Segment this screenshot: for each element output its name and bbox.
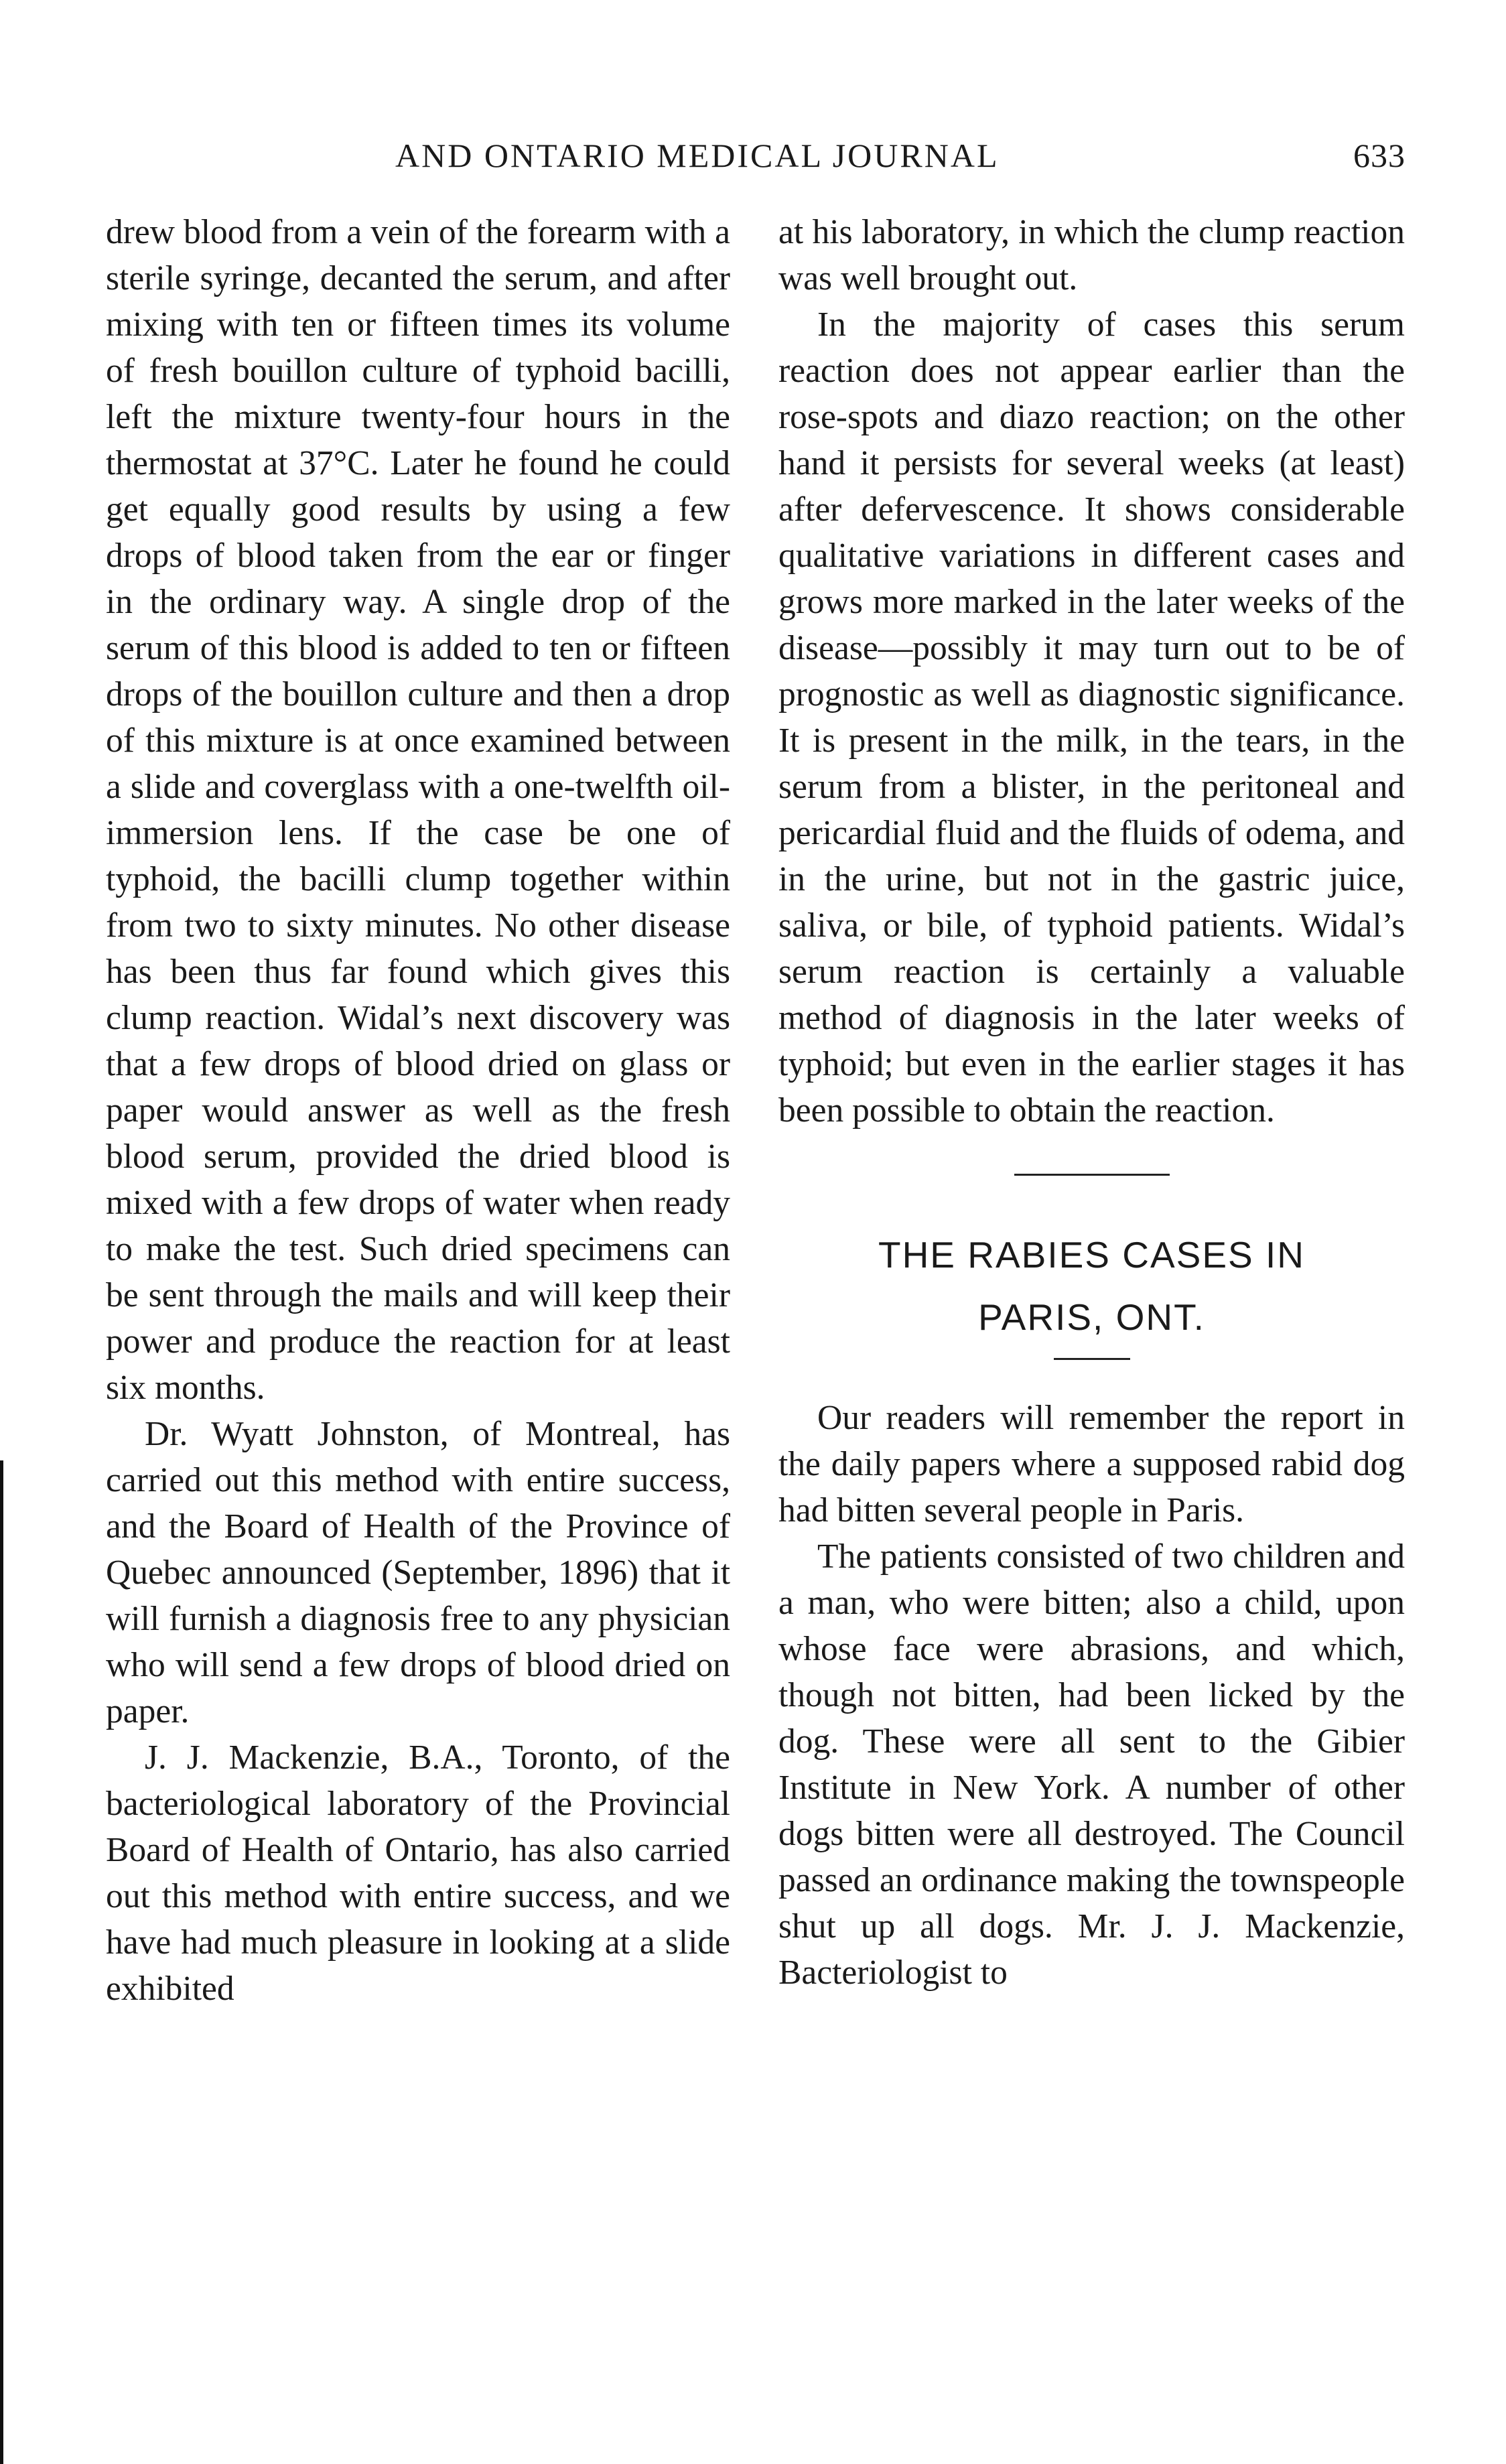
section-divider (1014, 1174, 1170, 1176)
running-head (395, 136, 1406, 183)
running-title: AND ONTARIO MEDICAL JOURNAL (395, 137, 1000, 174)
heading-underline (1054, 1358, 1130, 1360)
paragraph: drew blood from a vein of the forearm with a sterile syringe, decanted the serum, and after mixing with ten or fifteen times its volume of fresh bouillon culture of typhoid bacilli, left the mixture twenty-four hours in the thermostat at 37°C. Later he found he could get equally good results by using a few drops of blood taken from the ear or finger in the ordinary way. A single drop of the serum of this blood is added to ten or fifteen drops of the bouillon culture and then a drop of this mixture is at once examined between a slide and coverglass with a one-twelfth oil-immersion lens. If the case be one of typhoid, the bacilli clump together within from two to sixty minutes. No other disease has been thus far found which gives this clump reaction. Widal’s next discovery was that a few drops of blood dried on glass or paper would answer as well as the fresh blood serum, provided the dried blood is mixed with a few drops of water when ready to make the test. Such dried specimens can be sent through the mails and will keep their power and produce the reaction for at least six months. (106, 213, 730, 1407)
page-edge-rule (0, 1460, 3, 2464)
section-heading (778, 1224, 1405, 1349)
paragraph: Dr. Wyatt Johnston, of Montreal, has carried out this method with entire success, and the Board of Health of the Province of Quebec announced (September, 1896) that it will furnish a diagnosis free to any physician who will send a few drops of blood dried on paper. (106, 1415, 730, 1730)
paragraph: Our readers will remember the report in the daily papers where a supposed rabid dog had bitten several people in Paris. (778, 1399, 1405, 1529)
right-column (778, 209, 1405, 1996)
paragraph: The patients consisted of two children and a man, who were bitten; also a child, upon whose face were abrasions, and which, though not bitten, had been licked by the dog. These were all sent to the Gibier Institute in New York. A number of other dogs bitten were all destroyed. The Council passed an ordinance making the townspeople shut up all dogs. Mr. J. J. Mackenzie, Bacteriologist to (778, 1537, 1405, 1992)
paragraph: J. J. Mackenzie, B.A., Toronto, of the bacteriological laboratory of the Provincial Board of Health of Ontario, has also carried out this method with entire success, and we have had much pleasure in looking at a slide exhibited (106, 1738, 730, 2008)
section-heading-line: PARIS, ONT. (978, 1296, 1205, 1338)
page-number: 633 (1353, 137, 1406, 174)
paragraph: In the majority of cases this serum reaction does not appear earlier than the rose-spots and diazo reaction; on the other hand it persists for several weeks (at least) after defervescence. It shows considerable qualitative variations in different cases and grows more marked in the later weeks of the disease—possibly it may turn out to be of prognostic as well as diagnostic significance. It is present in the milk, in the tears, in the serum from a blister, in the peritoneal and pericardial fluid and the fluids of odema, and in the urine, but not in the gastric juice, saliva, or bile, of typhoid patients. Widal’s serum reaction is certainly a valuable method of diagnosis in the later weeks of typhoid; but even in the earlier stages it has been possible to obtain the reaction. (778, 305, 1405, 1130)
left-column (106, 209, 730, 2012)
section-heading-line: THE RABIES CASES IN (878, 1234, 1306, 1276)
paragraph: at his laboratory, in which the clump reaction was well brought out. (778, 213, 1405, 297)
